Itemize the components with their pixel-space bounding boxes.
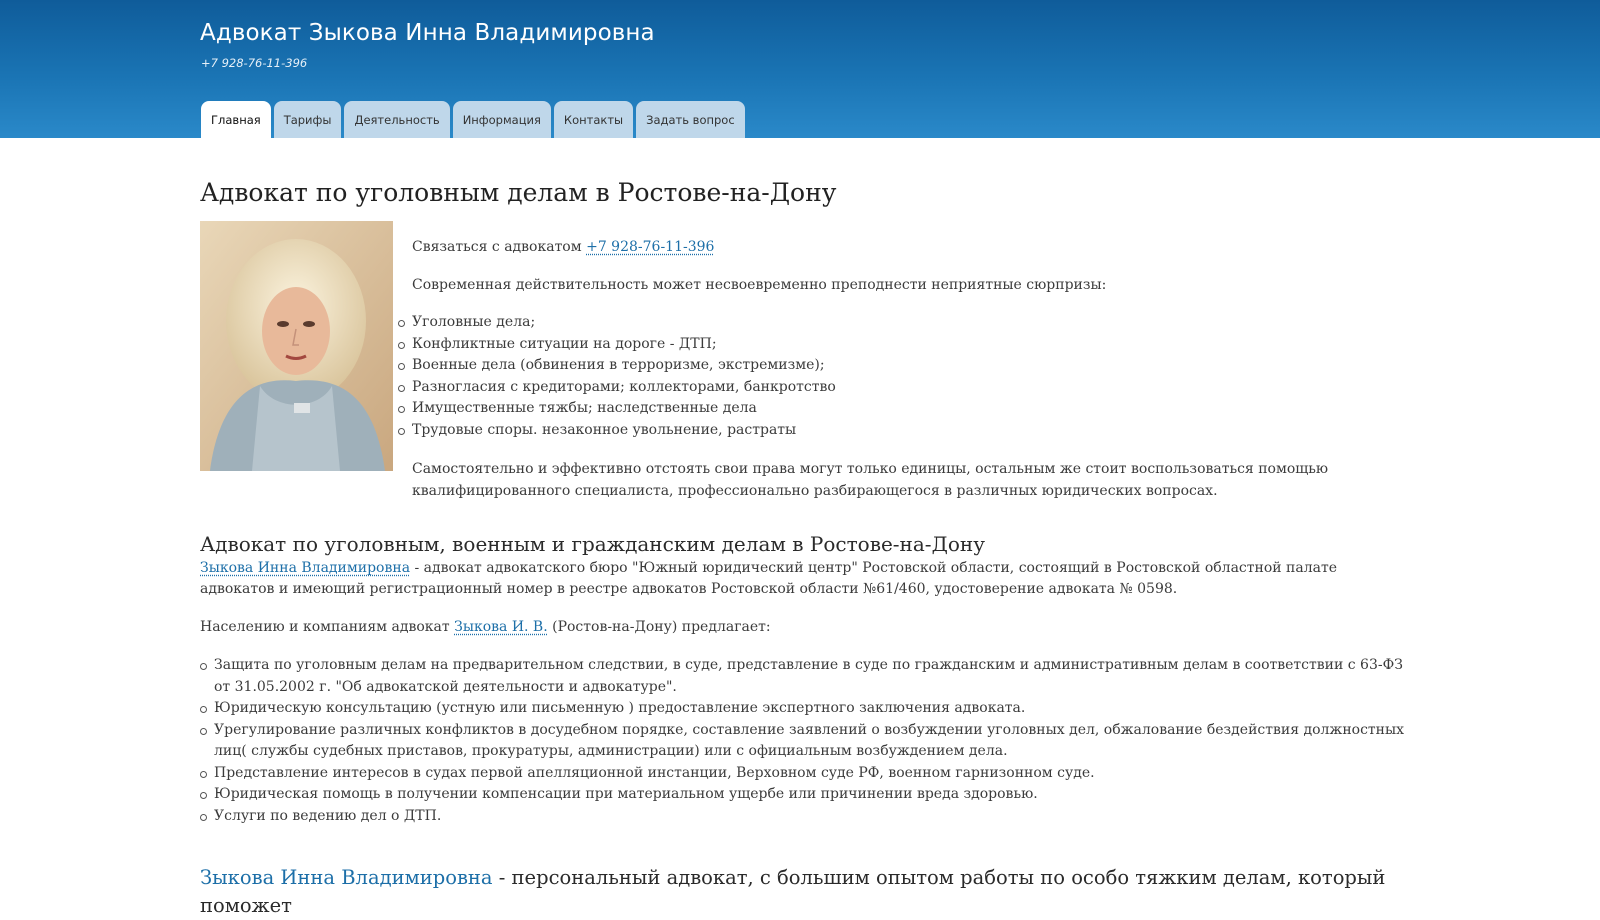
list-item: Уголовные дела; — [412, 312, 1412, 334]
list-item: Юридическую консультацию (устную или письменную ) предоставление экспертного заключения адвоката. — [214, 698, 1412, 720]
main-content — [200, 178, 1410, 917]
bio-text: - адвокат адвокатского бюро "Южный юридический центр" Ростовской области, состоящий в Ростовской областной палате адвокатов и имеющий регистрационный номер в реестре адвокатов Ростовской области №61/460, удостоверение адвоката № 0598. — [200, 559, 1337, 597]
section-heading: Адвокат по уголовным, военным и гражданским делам в Ростове-на-Дону — [200, 532, 985, 556]
site-name[interactable]: Адвокат Зыкова Инна Владимировна — [200, 20, 655, 46]
list-item: Имущественные тяжбы; наследственные дела — [412, 398, 1412, 420]
offer-suffix: (Ростов-на-Дону) предлагает: — [547, 618, 771, 635]
bio-paragraph — [200, 558, 1412, 601]
offer-prefix: Населению и компаниям адвокат — [200, 618, 455, 635]
tab-info[interactable]: Информация — [453, 101, 551, 138]
intro-block — [200, 221, 1410, 521]
list-item: Урегулирование различных конфликтов в досудебном порядке, составление заявлений о возбуждении уголовных дел, обжалование бездействия должностных лиц( службы судебных приставов, прокуратуры, администрации) или с официальным возбуждением дела. — [214, 720, 1412, 763]
closing-text: - персональный адвокат, с большим опытом работы по особо тяжким делам, который поможет — [200, 866, 1386, 917]
offer-link[interactable]: Зыкова И. В. — [454, 618, 548, 635]
tab-contacts[interactable]: Контакты — [554, 101, 633, 138]
contact-prefix: Связаться с адвокатом — [412, 239, 582, 255]
offer-paragraph — [200, 617, 1412, 639]
main-nav — [201, 101, 745, 138]
list-item: Разногласия с кредиторами; коллекторами, банкротство — [412, 377, 1412, 399]
list-item: Представление интересов в судах первой апелляционной инстанции, Верховном суде РФ, военном гарнизонном суде. — [214, 763, 1412, 785]
list-item: Защита по уголовным делам на предварительном следствии, в суде, представление в суде по гражданским и административным делам в соответствии с 63-ФЗ от 31.05.2002 г. "Об адвокатской деятельности и адвокатуре". — [214, 655, 1412, 698]
tab-activity[interactable]: Деятельность — [344, 101, 449, 138]
services-list — [214, 655, 1412, 827]
lawyer-portrait — [200, 221, 393, 471]
tab-tariffs[interactable]: Тарифы — [274, 101, 342, 138]
portrait-icon — [200, 221, 393, 471]
issues-list — [412, 312, 1412, 441]
bio-link[interactable]: Зыкова Инна Владимировна — [200, 559, 411, 576]
list-item: Юридическая помощь в получении компенсации при материальном ущербе или причинении вреда здоровью. — [214, 784, 1412, 806]
site-header — [0, 0, 1600, 138]
list-item: Военные дела (обвинения в терроризме, экстремизме); — [412, 355, 1412, 377]
services-section — [200, 534, 1412, 827]
site-slogan: +7 928-76-11-396 — [201, 56, 308, 70]
intro-paragraph: Современная действительность может несвоевременно преподнести неприятные сюрпризы: — [412, 276, 1107, 293]
closing-link[interactable]: Зыкова Инна Владимировна — [200, 866, 493, 889]
tab-ask-question[interactable]: Задать вопрос — [636, 101, 745, 138]
closing-paragraph — [200, 864, 1412, 920]
list-item: Конфликтные ситуации на дороге - ДТП; — [412, 334, 1412, 356]
intro-text — [412, 221, 1412, 502]
summary-paragraph: Самостоятельно и эффективно отстоять свои права могут только единицы, остальным же стоит воспользоваться помощью квалифицированного специалиста, профессионально разбирающегося в различных юридических вопросах. — [412, 461, 1329, 499]
tab-home[interactable]: Главная — [201, 101, 271, 138]
contact-phone-link[interactable]: +7 928-76-11-396 — [586, 239, 715, 255]
list-item: Услуги по ведению дел о ДТП. — [214, 806, 1412, 828]
page-title: Адвокат по уголовным делам в Ростове-на-Дону — [200, 178, 837, 207]
list-item: Трудовые споры. незаконное увольнение, растраты — [412, 420, 1412, 442]
contact-line — [412, 237, 1412, 259]
